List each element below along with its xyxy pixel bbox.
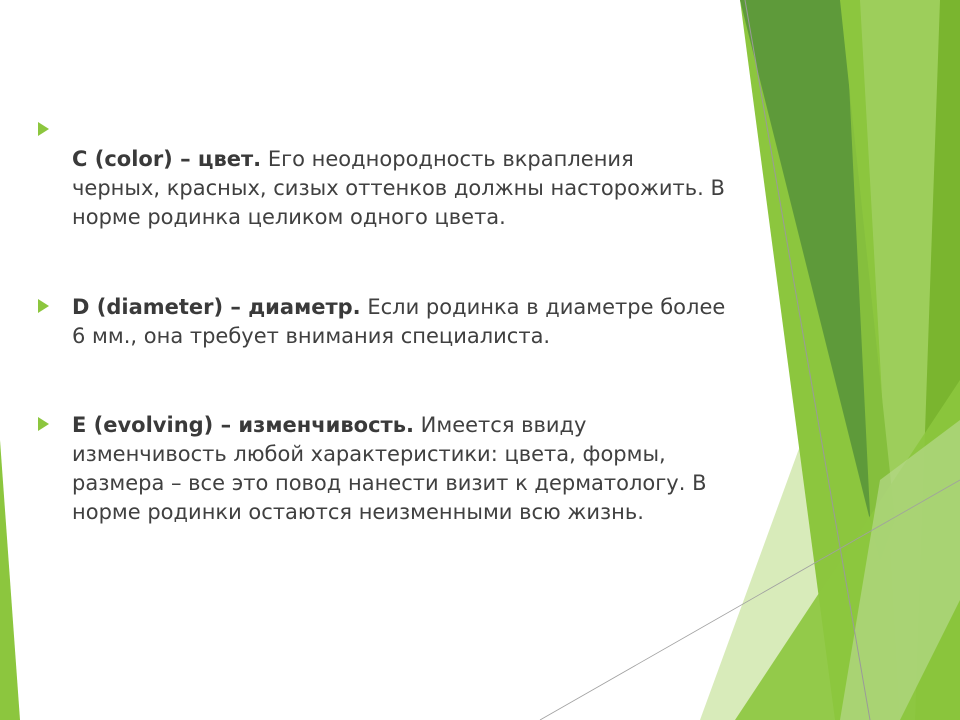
bullet-list xyxy=(38,116,728,527)
bullet-term: D (diameter) – диаметр. xyxy=(72,295,361,319)
bullet-term: C (color) – цвет. xyxy=(72,147,262,171)
bullet-text: Его неоднородность вкрапления черных, красных, сизых оттенков должны насторожить. В норме родинка целиком одного цвета. xyxy=(72,147,725,229)
triangle-bullet-icon xyxy=(38,122,49,136)
bullet-term: E (evolving) – изменчивость. xyxy=(72,413,414,437)
bullet-item-evolving xyxy=(38,411,728,527)
left-green-shape xyxy=(0,440,20,720)
bullet-item-color xyxy=(38,116,728,232)
triangle-bullet-icon xyxy=(38,299,49,313)
bullet-text: Если родинка в диаметре более 6 мм., она требует внимания специалиста. xyxy=(72,295,726,348)
triangle-bullet-icon xyxy=(38,417,49,431)
bullet-text: Имеется ввиду изменчивость любой характеристики: цвета, формы, размера – все это повод нанести визит к дерматологу. В норме родинки остаются неизменными всю жизнь. xyxy=(72,413,707,524)
empty-line xyxy=(72,116,728,145)
bullet-item-diameter xyxy=(38,293,728,351)
